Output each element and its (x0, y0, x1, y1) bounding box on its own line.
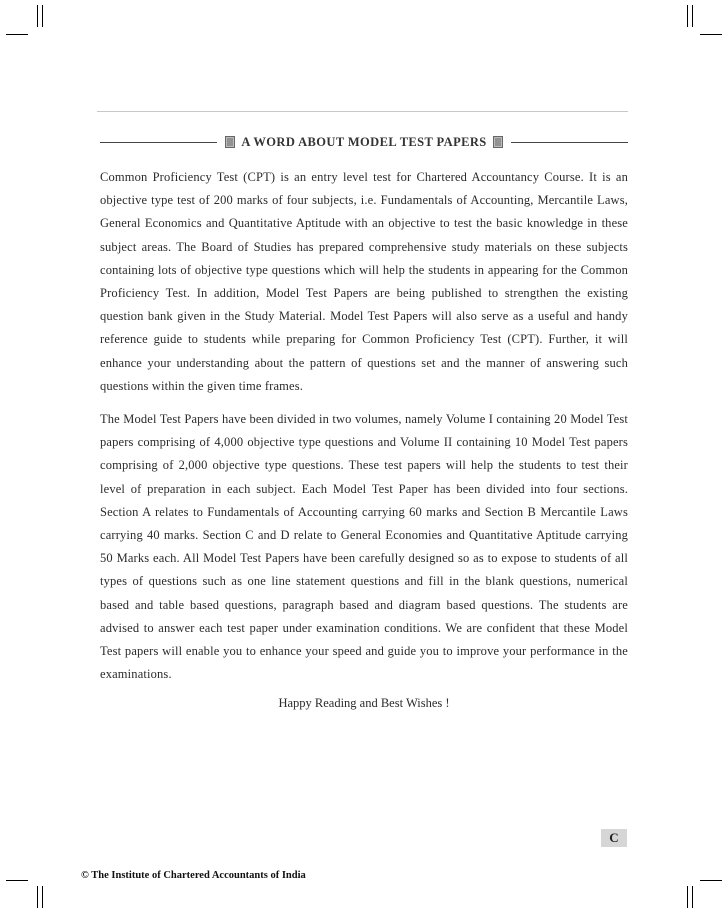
crop-mark (700, 880, 722, 881)
paragraph: The Model Test Papers have been divided in two volumes, namely Volume I containing 20 Model Test papers comprising of 4,000 objective type questions and Volume II containing 10 Model Test papers comprising of 2,000 objective type questions. These test papers will help the students to test their level of preparation in each subject. Each Model Test Paper has been divided into four sections. Section A relates to Fundamentals of Accounting carrying 60 marks and Section B Mercantile Laws carrying 40 marks. Section C and D relate to General Economies and Quantitative Aptitude carrying 50 Marks each. All Model Test Papers have been carefully designed so as to expose to students of all types of questions such as one line statement questions and fill in the blank questions, numerical based and table based questions, paragraph based and diagram based questions. The students are advised to answer each test paper under examination conditions. We are confident that these Model Test papers will enable you to enhance your speed and guide you to improve your performance in the examinations. (100, 412, 628, 682)
section-heading: A WORD ABOUT MODEL TEST PAPERS (241, 134, 487, 149)
crop-mark (687, 886, 688, 908)
paragraph: Common Proficiency Test (CPT) is an entry level test for Chartered Accountancy Course. It is an objective type test of 200 marks of four subjects, i.e. Fundamentals of Accounting, Mercantile Laws, General Economics and Quantitative Aptitude with an objective to test the basic knowledge in these subject areas. The Board of Studies has prepared comprehensive study materials on these subjects containing lots of objective type questions which will help the students in appearing for the Common Proficiency Test. In addition, Model Test Papers are being published to strengthen the existing question bank given in the Study Material. Model Test Papers will also serve as a useful and handy reference guide to students while preparing for Common Proficiency Test (CPT). Further, it will enhance your understanding about the pattern of questions set and the manner of answering such questions within the given time frames. (100, 170, 628, 393)
section-heading-row (100, 133, 628, 151)
crop-mark (692, 5, 693, 27)
document-icon (493, 136, 503, 148)
page-label-badge: C (601, 829, 627, 847)
crop-mark (687, 5, 688, 27)
heading-line-right (511, 142, 628, 143)
top-rule (97, 111, 628, 112)
crop-mark (37, 886, 38, 908)
copyright-footer: © The Institute of Chartered Accountants of India (81, 870, 306, 881)
crop-mark (42, 5, 43, 27)
crop-mark (6, 34, 28, 35)
crop-mark (6, 880, 28, 881)
body-text (100, 166, 628, 696)
crop-mark (700, 34, 722, 35)
crop-mark (37, 5, 38, 27)
crop-mark (692, 886, 693, 908)
crop-mark (42, 886, 43, 908)
closing-line: Happy Reading and Best Wishes ! (278, 696, 450, 710)
document-icon (225, 136, 235, 148)
heading-line-left (100, 142, 217, 143)
